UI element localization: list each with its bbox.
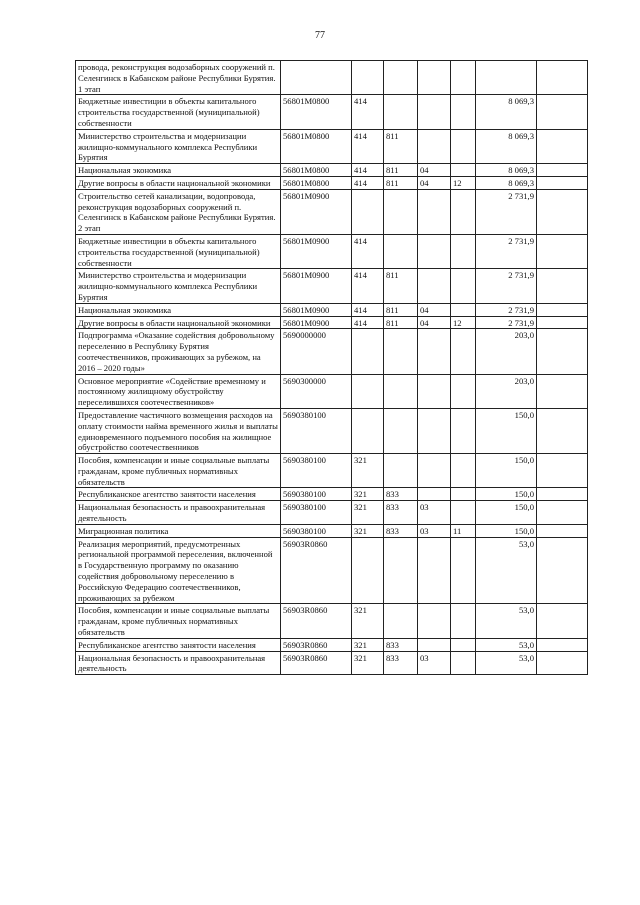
cell-target-article: 56801M0800 — [281, 164, 352, 177]
cell-subsection: 11 — [451, 524, 476, 537]
cell-extra — [537, 269, 588, 303]
cell-target-article: 56801M0800 — [281, 176, 352, 189]
cell-ministry-code — [384, 604, 418, 638]
cell-ministry-code — [384, 374, 418, 408]
table-row — [76, 408, 588, 453]
table-row — [76, 234, 588, 268]
cell-subsection — [451, 651, 476, 675]
cell-target-article: 56903R0860 — [281, 638, 352, 651]
table-row — [76, 176, 588, 189]
cell-amount: 2 731,9 — [476, 269, 537, 303]
cell-amount: 150,0 — [476, 408, 537, 453]
cell-name: Национальная экономика — [76, 164, 281, 177]
cell-target-article — [281, 61, 352, 95]
cell-amount: 8 069,3 — [476, 164, 537, 177]
cell-target-article: 5690380100 — [281, 524, 352, 537]
cell-extra — [537, 329, 588, 374]
cell-expense-type: 321 — [352, 524, 384, 537]
cell-section — [418, 408, 451, 453]
cell-expense-type: 414 — [352, 164, 384, 177]
cell-subsection — [451, 234, 476, 268]
cell-ministry-code — [384, 234, 418, 268]
cell-target-article: 56801M0900 — [281, 234, 352, 268]
cell-section: 04 — [418, 303, 451, 316]
table-row — [76, 488, 588, 501]
cell-expense-type — [352, 189, 384, 234]
cell-extra — [537, 537, 588, 604]
cell-extra — [537, 638, 588, 651]
cell-ministry-code: 811 — [384, 303, 418, 316]
table-row — [76, 374, 588, 408]
cell-section — [418, 269, 451, 303]
cell-name: Пособия, компенсации и иные социальные выплаты гражданам, кроме публичных нормативных обязательств — [76, 604, 281, 638]
cell-section — [418, 374, 451, 408]
cell-subsection — [451, 408, 476, 453]
cell-section — [418, 189, 451, 234]
cell-subsection — [451, 374, 476, 408]
cell-amount: 150,0 — [476, 488, 537, 501]
cell-amount: 150,0 — [476, 454, 537, 488]
cell-name: Национальная безопасность и правоохранительная деятельность — [76, 501, 281, 525]
cell-expense-type: 414 — [352, 95, 384, 129]
table-row — [76, 303, 588, 316]
cell-ministry-code: 811 — [384, 176, 418, 189]
cell-amount: 203,0 — [476, 329, 537, 374]
cell-extra — [537, 316, 588, 329]
cell-ministry-code — [384, 329, 418, 374]
cell-expense-type: 414 — [352, 316, 384, 329]
cell-expense-type — [352, 329, 384, 374]
table-row — [76, 316, 588, 329]
cell-expense-type: 321 — [352, 638, 384, 651]
cell-name: Министерство строительства и модернизации жилищно-коммунального комплекса Республики Бурятия — [76, 129, 281, 163]
cell-section — [418, 129, 451, 163]
table-row — [76, 501, 588, 525]
cell-target-article: 56801M0900 — [281, 316, 352, 329]
cell-amount: 8 069,3 — [476, 95, 537, 129]
cell-name: Основное мероприятие «Содействие временному и постоянному жилищному обустройству переселившихся соотечественников» — [76, 374, 281, 408]
cell-subsection — [451, 604, 476, 638]
cell-section — [418, 537, 451, 604]
cell-extra — [537, 95, 588, 129]
cell-section: 04 — [418, 176, 451, 189]
table-row — [76, 164, 588, 177]
cell-extra — [537, 374, 588, 408]
cell-expense-type: 414 — [352, 176, 384, 189]
cell-extra — [537, 176, 588, 189]
cell-ministry-code — [384, 95, 418, 129]
table-row — [76, 638, 588, 651]
cell-amount: 2 731,9 — [476, 234, 537, 268]
cell-section: 04 — [418, 316, 451, 329]
cell-extra — [537, 488, 588, 501]
cell-name: Республиканское агентство занятости населения — [76, 638, 281, 651]
cell-name: Строительство сетей канализации, водопровода, реконструкция водозаборных сооружений п. Селенгинск в Кабанском районе Республики Бурятия. 2 этап — [76, 189, 281, 234]
cell-subsection — [451, 638, 476, 651]
cell-amount: 150,0 — [476, 524, 537, 537]
cell-name: провода, реконструкция водозаборных сооружений п. Селенгинск в Кабанском районе Республики Бурятия. 1 этап — [76, 61, 281, 95]
cell-subsection: 12 — [451, 316, 476, 329]
cell-target-article: 5690380100 — [281, 488, 352, 501]
table-row — [76, 651, 588, 675]
cell-target-article: 56801M0800 — [281, 95, 352, 129]
cell-target-article: 56801M0900 — [281, 303, 352, 316]
cell-extra — [537, 189, 588, 234]
cell-name: Бюджетные инвестиции в объекты капитального строительства государственной (муниципальной) собственности — [76, 234, 281, 268]
cell-section — [418, 95, 451, 129]
cell-subsection — [451, 269, 476, 303]
cell-target-article: 5690380100 — [281, 454, 352, 488]
table-row — [76, 329, 588, 374]
cell-subsection — [451, 189, 476, 234]
cell-amount: 203,0 — [476, 374, 537, 408]
cell-expense-type: 414 — [352, 303, 384, 316]
cell-subsection — [451, 303, 476, 316]
cell-ministry-code: 811 — [384, 129, 418, 163]
cell-section: 03 — [418, 651, 451, 675]
cell-ministry-code: 833 — [384, 488, 418, 501]
cell-expense-type: 321 — [352, 501, 384, 525]
cell-section — [418, 329, 451, 374]
cell-ministry-code: 811 — [384, 316, 418, 329]
cell-name: Миграционная политика — [76, 524, 281, 537]
cell-amount: 8 069,3 — [476, 129, 537, 163]
cell-extra — [537, 524, 588, 537]
cell-section: 03 — [418, 501, 451, 525]
cell-target-article: 56903R0860 — [281, 651, 352, 675]
cell-amount: 2 731,9 — [476, 189, 537, 234]
cell-target-article: 5690300000 — [281, 374, 352, 408]
cell-ministry-code — [384, 408, 418, 453]
cell-section — [418, 234, 451, 268]
cell-expense-type — [352, 537, 384, 604]
cell-extra — [537, 604, 588, 638]
cell-expense-type: 321 — [352, 454, 384, 488]
cell-subsection — [451, 95, 476, 129]
cell-subsection — [451, 164, 476, 177]
cell-expense-type: 414 — [352, 269, 384, 303]
cell-amount: 53,0 — [476, 604, 537, 638]
cell-target-article: 5690380100 — [281, 408, 352, 453]
table-row — [76, 454, 588, 488]
table-row — [76, 604, 588, 638]
cell-target-article: 56801M0900 — [281, 189, 352, 234]
cell-ministry-code: 833 — [384, 651, 418, 675]
cell-ministry-code: 833 — [384, 524, 418, 537]
cell-extra — [537, 303, 588, 316]
budget-table — [75, 60, 588, 675]
cell-amount: 53,0 — [476, 537, 537, 604]
cell-expense-type — [352, 374, 384, 408]
table-row — [76, 61, 588, 95]
cell-extra — [537, 234, 588, 268]
cell-target-article: 56903R0860 — [281, 604, 352, 638]
cell-target-article: 56801M0800 — [281, 129, 352, 163]
cell-extra — [537, 454, 588, 488]
cell-name: Подпрограмма «Оказание содействия добровольному переселению в Республику Бурятия соотечественников, проживающих за рубежом, на 2016 – 2020 годы» — [76, 329, 281, 374]
cell-subsection: 12 — [451, 176, 476, 189]
cell-amount: 53,0 — [476, 638, 537, 651]
cell-extra — [537, 501, 588, 525]
cell-amount: 150,0 — [476, 501, 537, 525]
cell-section — [418, 638, 451, 651]
cell-ministry-code: 811 — [384, 269, 418, 303]
cell-amount — [476, 61, 537, 95]
cell-extra — [537, 61, 588, 95]
cell-ministry-code: 811 — [384, 164, 418, 177]
cell-name: Предоставление частичного возмещения расходов на оплату стоимости найма временного жилья и выплаты единовременного подъемного пособия на жилищное обустройство соотечественников — [76, 408, 281, 453]
cell-section: 03 — [418, 524, 451, 537]
cell-section — [418, 454, 451, 488]
cell-name: Министерство строительства и модернизации жилищно-коммунального комплекса Республики Бурятия — [76, 269, 281, 303]
cell-amount: 53,0 — [476, 651, 537, 675]
cell-subsection — [451, 488, 476, 501]
cell-amount: 2 731,9 — [476, 316, 537, 329]
table-row — [76, 524, 588, 537]
cell-ministry-code: 833 — [384, 638, 418, 651]
cell-extra — [537, 129, 588, 163]
cell-expense-type — [352, 61, 384, 95]
cell-expense-type: 414 — [352, 234, 384, 268]
table-row — [76, 95, 588, 129]
cell-name: Другие вопросы в области национальной экономики — [76, 176, 281, 189]
cell-name: Другие вопросы в области национальной экономики — [76, 316, 281, 329]
cell-extra — [537, 408, 588, 453]
cell-subsection — [451, 329, 476, 374]
cell-ministry-code — [384, 454, 418, 488]
cell-expense-type: 321 — [352, 651, 384, 675]
cell-extra — [537, 164, 588, 177]
cell-subsection — [451, 129, 476, 163]
cell-ministry-code: 833 — [384, 501, 418, 525]
table-row — [76, 269, 588, 303]
cell-target-article: 5690380100 — [281, 501, 352, 525]
cell-target-article: 56801M0900 — [281, 269, 352, 303]
page-number: 77 — [315, 30, 325, 41]
cell-extra — [537, 651, 588, 675]
cell-name: Республиканское агентство занятости населения — [76, 488, 281, 501]
cell-name: Бюджетные инвестиции в объекты капитального строительства государственной (муниципальной) собственности — [76, 95, 281, 129]
cell-target-article: 56903R0860 — [281, 537, 352, 604]
cell-subsection — [451, 537, 476, 604]
cell-ministry-code — [384, 189, 418, 234]
cell-target-article: 5690000000 — [281, 329, 352, 374]
cell-name: Национальная экономика — [76, 303, 281, 316]
table-row — [76, 129, 588, 163]
cell-subsection — [451, 61, 476, 95]
cell-section — [418, 61, 451, 95]
table-row — [76, 537, 588, 604]
cell-amount: 2 731,9 — [476, 303, 537, 316]
cell-section — [418, 604, 451, 638]
cell-expense-type: 321 — [352, 604, 384, 638]
cell-ministry-code — [384, 537, 418, 604]
cell-expense-type — [352, 408, 384, 453]
cell-subsection — [451, 501, 476, 525]
cell-name: Реализация мероприятий, предусмотренных региональной программой переселения, включенной в Государственную программу по оказанию содействия добровольному переселению в Российскую Федерацию соотечественников, проживающих за рубежом — [76, 537, 281, 604]
cell-section — [418, 488, 451, 501]
cell-ministry-code — [384, 61, 418, 95]
cell-name: Пособия, компенсации и иные социальные выплаты гражданам, кроме публичных нормативных обязательств — [76, 454, 281, 488]
cell-expense-type: 414 — [352, 129, 384, 163]
cell-amount: 8 069,3 — [476, 176, 537, 189]
cell-name: Национальная безопасность и правоохранительная деятельность — [76, 651, 281, 675]
cell-subsection — [451, 454, 476, 488]
cell-section: 04 — [418, 164, 451, 177]
cell-expense-type: 321 — [352, 488, 384, 501]
table-row — [76, 189, 588, 234]
